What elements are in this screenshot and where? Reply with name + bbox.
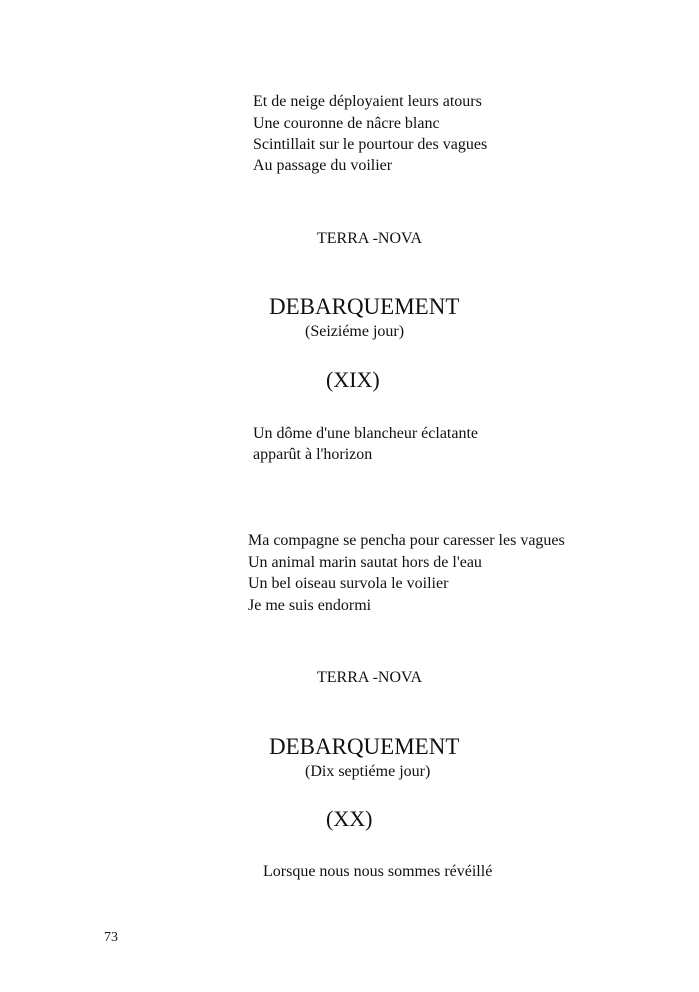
poem-line: Je me suis endormi <box>248 597 372 614</box>
poem-line: Et de neige déployaient leurs atours <box>253 93 482 110</box>
poem-line: Scintillait sur le pourtour des vagues <box>253 136 488 153</box>
poem-line: Un dôme d'une blancheur éclatante <box>253 425 479 442</box>
day-subtitle: (Seiziéme jour) <box>305 323 405 340</box>
page-number: 73 <box>104 930 118 945</box>
poem-line: apparût à l'horizon <box>253 446 373 463</box>
poem-line: Au passage du voilier <box>253 157 393 174</box>
poem-line: Ma compagne se pencha pour caresser les vagues <box>248 532 565 549</box>
section-title: DEBARQUEMENT <box>269 734 460 759</box>
section-numeral: (XX) <box>326 806 373 831</box>
poem-line: Lorsque nous nous sommes révéillé <box>263 863 493 880</box>
poem-line: Un bel oiseau survola le voilier <box>248 575 449 592</box>
poem-line: Un animal marin sautat hors de l'eau <box>248 554 482 571</box>
section-title: DEBARQUEMENT <box>269 294 460 319</box>
location-label: TERRA -NOVA <box>317 669 423 686</box>
section-numeral: (XIX) <box>326 367 380 392</box>
day-subtitle: (Dix septiéme jour) <box>305 763 431 780</box>
location-label: TERRA -NOVA <box>317 230 423 247</box>
poem-line: Une couronne de nâcre blanc <box>253 115 440 132</box>
